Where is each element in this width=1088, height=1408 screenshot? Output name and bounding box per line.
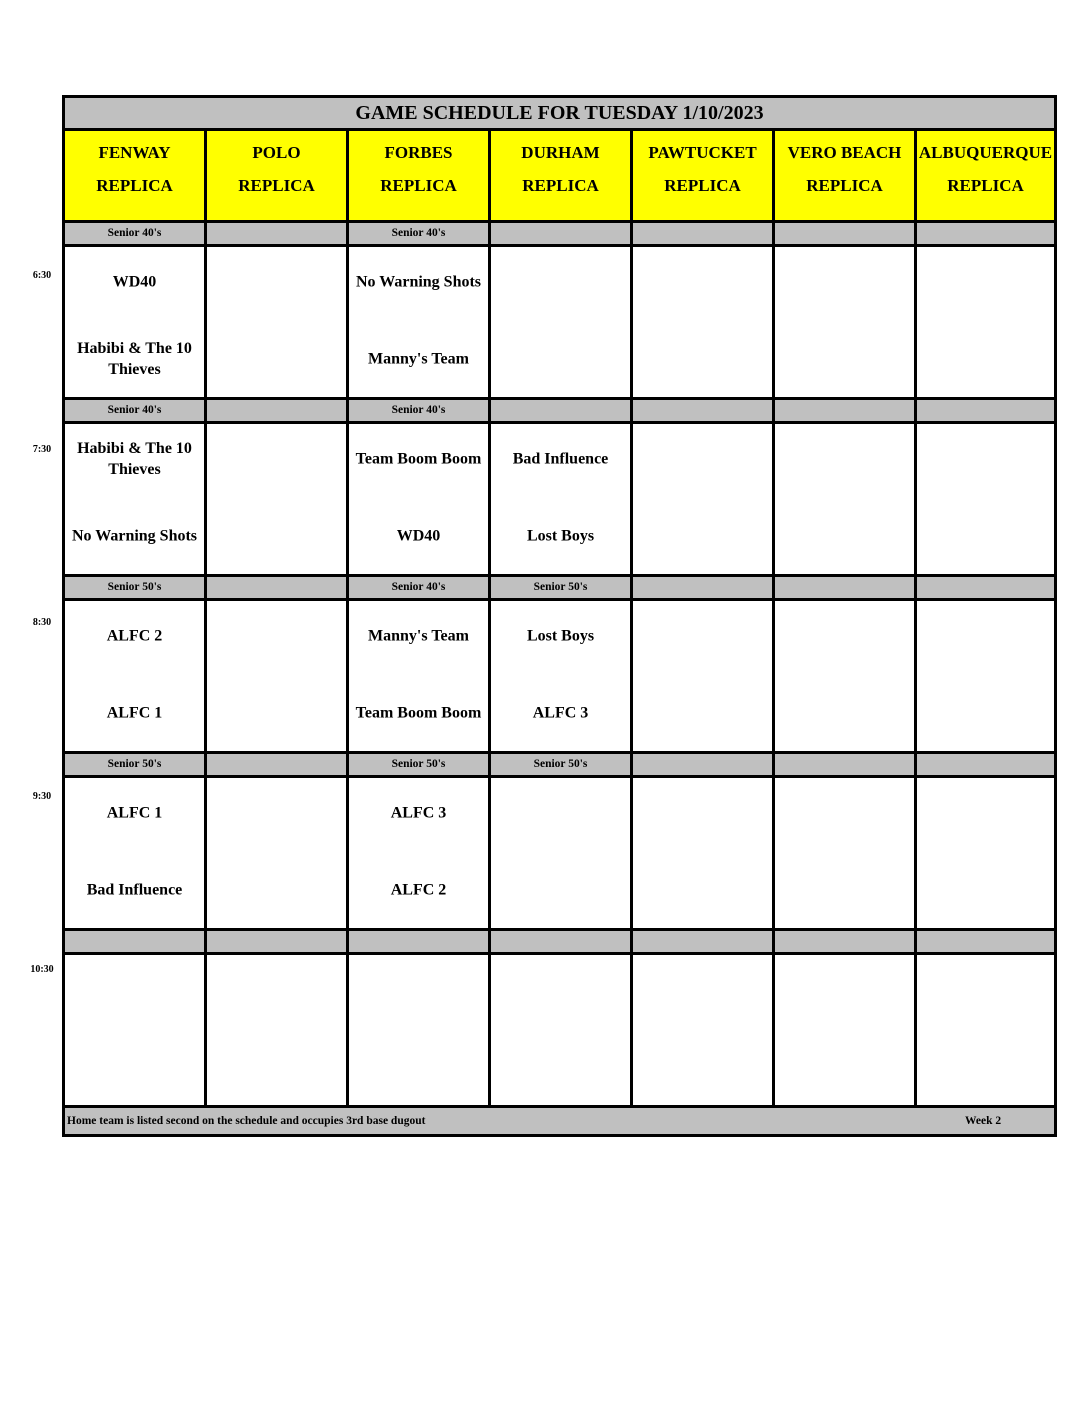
game-slot-row (65, 247, 1054, 400)
home-team: ALFC 2 (390, 881, 447, 899)
field-header (917, 131, 1054, 220)
field-header (65, 131, 207, 220)
time-slots (65, 223, 1054, 1108)
home-team: Manny's Team (368, 350, 469, 368)
game-slot-row (65, 424, 1054, 577)
division-label (775, 577, 917, 598)
game-cell (65, 955, 207, 1105)
division-label (917, 931, 1054, 952)
field-subtitle: REPLICA (947, 176, 1024, 195)
away-team: ALFC 2 (106, 627, 163, 645)
division-label (207, 577, 349, 598)
game-cell (491, 601, 633, 751)
division-label (349, 931, 491, 952)
division-row (65, 577, 1054, 601)
field-name: DURHAM (521, 143, 600, 162)
field-header (633, 131, 775, 220)
division-label (633, 754, 775, 775)
game-cell (207, 424, 349, 574)
time-label: 7:30 (32, 443, 52, 455)
game-cell (491, 778, 633, 928)
field-subtitle: REPLICA (664, 176, 741, 195)
field-name: FORBES (384, 143, 453, 162)
division-label (917, 223, 1054, 244)
time-label: 8:30 (32, 617, 52, 628)
field-subtitle: REPLICA (380, 176, 457, 195)
home-team: Team Boom Boom (355, 704, 482, 722)
away-team: WD40 (112, 273, 157, 291)
game-cell (633, 424, 775, 574)
game-cell (349, 778, 491, 928)
field-name: PAWTUCKET (648, 143, 757, 162)
footer-note: Home team is listed second on the schedule and occupies 3rd base dugout (67, 1115, 426, 1127)
game-cell (633, 955, 775, 1105)
game-cell (491, 247, 633, 397)
schedule-title: GAME SCHEDULE FOR TUESDAY 1/10/2023 (65, 98, 1054, 131)
time-label: 6:30 (32, 270, 52, 281)
away-team: ALFC 1 (106, 804, 163, 822)
game-cell (633, 247, 775, 397)
field-subtitle: REPLICA (96, 176, 173, 195)
division-label (207, 400, 349, 421)
game-slot-row (65, 601, 1054, 754)
division-label: Senior 40's (349, 223, 491, 244)
division-label: Senior 40's (65, 223, 207, 244)
away-team: Bad Influence (512, 450, 609, 468)
home-team: ALFC 3 (532, 704, 589, 722)
home-team: ALFC 1 (106, 704, 163, 722)
division-label (207, 754, 349, 775)
away-team: Habibi & The 10 Thieves (77, 440, 192, 478)
away-team: Lost Boys (526, 627, 595, 645)
field-name: ALBUQUERQUE (918, 143, 1053, 162)
game-cell (349, 247, 491, 397)
game-cell (917, 424, 1054, 574)
away-team: Manny's Team (368, 627, 469, 645)
division-label (633, 577, 775, 598)
division-row (65, 931, 1054, 955)
game-cell (491, 424, 633, 574)
game-cell (775, 424, 917, 574)
division-label: Senior 50's (491, 577, 633, 598)
game-cell (917, 955, 1054, 1105)
division-label (917, 754, 1054, 775)
division-label (491, 931, 633, 952)
field-name: POLO (252, 143, 301, 162)
away-team: ALFC 3 (390, 804, 447, 822)
game-cell (775, 778, 917, 928)
away-team: Team Boom Boom (355, 450, 482, 468)
game-cell (207, 601, 349, 751)
field-subtitle: REPLICA (806, 176, 883, 195)
game-cell (65, 247, 207, 397)
division-row (65, 223, 1054, 247)
division-label (207, 223, 349, 244)
division-label: Senior 50's (65, 754, 207, 775)
game-cell (917, 247, 1054, 397)
game-cell (207, 778, 349, 928)
division-label (207, 931, 349, 952)
game-cell (349, 601, 491, 751)
home-team: WD40 (396, 527, 441, 545)
game-cell (207, 955, 349, 1105)
field-name: VERO BEACH (787, 143, 902, 162)
division-label: Senior 40's (349, 577, 491, 598)
division-label: Senior 40's (349, 400, 491, 421)
field-header-row (65, 131, 1054, 223)
game-cell (349, 955, 491, 1105)
division-label (491, 223, 633, 244)
division-label (917, 577, 1054, 598)
division-label (775, 400, 917, 421)
game-cell (917, 601, 1054, 751)
division-label (775, 931, 917, 952)
division-row (65, 754, 1054, 778)
footer-bar (65, 1108, 1054, 1134)
division-label: Senior 40's (65, 400, 207, 421)
field-subtitle: REPLICA (522, 176, 599, 195)
game-cell (775, 955, 917, 1105)
field-header (349, 131, 491, 220)
home-team: Lost Boys (526, 527, 595, 545)
game-cell (65, 424, 207, 574)
division-label (633, 931, 775, 952)
division-label (775, 223, 917, 244)
field-header (491, 131, 633, 220)
game-cell (65, 601, 207, 751)
division-label (65, 931, 207, 952)
division-label: Senior 50's (349, 754, 491, 775)
week-label: Week 2 (965, 1115, 1002, 1127)
division-label (775, 754, 917, 775)
division-label: Senior 50's (65, 577, 207, 598)
division-label: Senior 50's (491, 754, 633, 775)
game-cell (633, 778, 775, 928)
game-cell (65, 778, 207, 928)
field-header (207, 131, 349, 220)
division-label (491, 400, 633, 421)
field-subtitle: REPLICA (238, 176, 315, 195)
game-cell (349, 424, 491, 574)
field-name: FENWAY (98, 143, 171, 162)
division-row (65, 400, 1054, 424)
game-cell (775, 247, 917, 397)
game-cell (207, 247, 349, 397)
schedule-table (62, 95, 1057, 1137)
game-cell (917, 778, 1054, 928)
time-label: 10:30 (30, 964, 54, 975)
home-team: Habibi & The 10 Thieves (77, 340, 192, 378)
away-team: No Warning Shots (355, 273, 482, 291)
division-label (917, 400, 1054, 421)
field-header (775, 131, 917, 220)
home-team: Bad Influence (86, 881, 183, 899)
game-slot-row (65, 955, 1054, 1108)
division-label (633, 400, 775, 421)
home-team: No Warning Shots (71, 527, 198, 545)
game-cell (633, 601, 775, 751)
time-label: 9:30 (32, 790, 52, 802)
division-label (633, 223, 775, 244)
game-cell (775, 601, 917, 751)
game-cell (491, 955, 633, 1105)
game-slot-row (65, 778, 1054, 931)
